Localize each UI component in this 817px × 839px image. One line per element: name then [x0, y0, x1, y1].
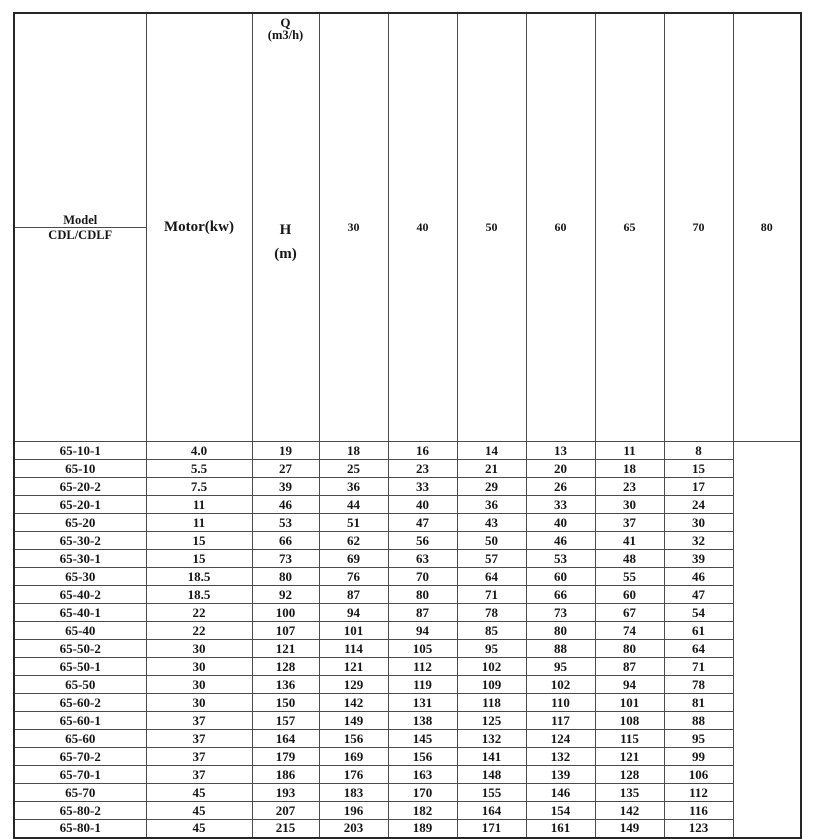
head-value-cell: 23: [388, 460, 457, 478]
model-cell: 65-30-1: [14, 550, 146, 568]
motor-power-cell: 4.0: [146, 442, 252, 460]
model-cell: 65-20-2: [14, 478, 146, 496]
head-value-cell: 56: [388, 532, 457, 550]
head-value-cell: 64: [664, 640, 733, 658]
motor-power-cell: 30: [146, 640, 252, 658]
head-value-cell: 17: [664, 478, 733, 496]
head-value-cell: 19: [252, 442, 319, 460]
head-value-cell: 145: [388, 730, 457, 748]
head-value-cell: 74: [595, 622, 664, 640]
model-cell: 65-20: [14, 514, 146, 532]
head-value-cell: 71: [457, 586, 526, 604]
head-value-cell: 196: [319, 802, 388, 820]
spec-sheet: [13, 12, 802, 839]
motor-power-cell: 45: [146, 802, 252, 820]
motor-power-cell: 15: [146, 532, 252, 550]
head-value-cell: 27: [252, 460, 319, 478]
head-value-cell: 148: [457, 766, 526, 784]
head-value-cell: 16: [388, 442, 457, 460]
head-value-cell: 99: [664, 748, 733, 766]
head-value-cell: 149: [319, 712, 388, 730]
motor-column-header: Motor(kw): [146, 13, 252, 442]
flow-column-header-30: 30: [319, 13, 388, 442]
head-value-cell: 123: [664, 820, 733, 838]
model-cell: 65-60: [14, 730, 146, 748]
motor-power-cell: 37: [146, 730, 252, 748]
head-value-cell: 105: [388, 640, 457, 658]
head-value-cell: 95: [526, 658, 595, 676]
motor-power-cell: 30: [146, 676, 252, 694]
motor-power-cell: 37: [146, 748, 252, 766]
head-value-cell: 46: [252, 496, 319, 514]
motor-power-cell: 18.5: [146, 586, 252, 604]
head-value-cell: 50: [457, 532, 526, 550]
head-value-cell: 156: [319, 730, 388, 748]
head-value-cell: 66: [252, 532, 319, 550]
head-value-cell: 48: [595, 550, 664, 568]
head-value-cell: 64: [457, 568, 526, 586]
head-value-cell: 54: [664, 604, 733, 622]
head-value-cell: 87: [595, 658, 664, 676]
motor-power-cell: 11: [146, 514, 252, 532]
model-cell: 65-20-1: [14, 496, 146, 514]
head-value-cell: 40: [526, 514, 595, 532]
head-value-cell: 150: [252, 694, 319, 712]
head-value-cell: 163: [388, 766, 457, 784]
head-value-cell: 47: [664, 586, 733, 604]
head-value-cell: 46: [526, 532, 595, 550]
head-value-cell: 125: [457, 712, 526, 730]
model-cell: 65-60-1: [14, 712, 146, 730]
head-value-cell: 193: [252, 784, 319, 802]
head-value-cell: 51: [319, 514, 388, 532]
head-value-cell: 132: [526, 748, 595, 766]
head-value-cell: 94: [319, 604, 388, 622]
head-value-cell: 164: [252, 730, 319, 748]
flow-symbol-label: [268, 14, 303, 42]
table-row: [14, 568, 801, 586]
head-value-cell: 63: [388, 550, 457, 568]
model-cell: 65-70-1: [14, 766, 146, 784]
head-value-cell: 110: [526, 694, 595, 712]
head-value-cell: 26: [526, 478, 595, 496]
head-value-cell: 94: [595, 676, 664, 694]
table-row: [14, 586, 801, 604]
motor-power-cell: 30: [146, 694, 252, 712]
head-value-cell: 62: [319, 532, 388, 550]
model-cell: 65-80-2: [14, 802, 146, 820]
head-value-cell: 106: [664, 766, 733, 784]
table-row: [14, 730, 801, 748]
head-value-cell: 129: [319, 676, 388, 694]
head-value-cell: 112: [388, 658, 457, 676]
head-value-cell: 115: [595, 730, 664, 748]
head-value-cell: 37: [595, 514, 664, 532]
table-row: [14, 622, 801, 640]
flow-column-header-60: 60: [526, 13, 595, 442]
head-value-cell: 70: [388, 568, 457, 586]
head-value-cell: 108: [595, 712, 664, 730]
head-value-cell: 95: [664, 730, 733, 748]
head-value-cell: 121: [252, 640, 319, 658]
head-value-cell: 121: [319, 658, 388, 676]
motor-power-cell: 15: [146, 550, 252, 568]
head-value-cell: 33: [388, 478, 457, 496]
head-value-cell: 183: [319, 784, 388, 802]
head-value-cell: 39: [252, 478, 319, 496]
head-value-cell: 66: [526, 586, 595, 604]
head-value-cell: 92: [252, 586, 319, 604]
head-value-cell: 29: [457, 478, 526, 496]
h-symbol: H: [279, 221, 292, 238]
head-symbol-label: [274, 42, 297, 441]
head-value-cell: 146: [526, 784, 595, 802]
table-row: [14, 784, 801, 802]
motor-power-cell: 45: [146, 784, 252, 802]
head-value-cell: 80: [595, 640, 664, 658]
q-symbol: Q: [280, 15, 291, 30]
head-value-cell: 101: [595, 694, 664, 712]
motor-power-cell: 11: [146, 496, 252, 514]
head-value-cell: 124: [526, 730, 595, 748]
table-row: [14, 442, 801, 460]
head-value-cell: 112: [664, 784, 733, 802]
head-value-cell: 87: [319, 586, 388, 604]
table-row: [14, 478, 801, 496]
h-unit: (m): [274, 245, 297, 262]
head-value-cell: 114: [319, 640, 388, 658]
head-value-cell: 169: [319, 748, 388, 766]
flow-column-header-65: 65: [595, 13, 664, 442]
head-value-cell: 78: [457, 604, 526, 622]
model-cell: 65-80-1: [14, 820, 146, 838]
head-value-cell: 100: [252, 604, 319, 622]
head-value-cell: 43: [457, 514, 526, 532]
head-value-cell: 20: [526, 460, 595, 478]
head-value-cell: 25: [319, 460, 388, 478]
head-value-cell: 88: [664, 712, 733, 730]
head-value-cell: 8: [664, 442, 733, 460]
head-value-cell: 36: [319, 478, 388, 496]
motor-power-cell: 37: [146, 712, 252, 730]
head-value-cell: 116: [664, 802, 733, 820]
head-value-cell: 102: [526, 676, 595, 694]
head-value-cell: 107: [252, 622, 319, 640]
head-value-cell: 53: [252, 514, 319, 532]
head-value-cell: 138: [388, 712, 457, 730]
head-value-cell: 30: [595, 496, 664, 514]
head-value-cell: 88: [526, 640, 595, 658]
head-value-cell: 101: [319, 622, 388, 640]
head-value-cell: 142: [319, 694, 388, 712]
head-value-cell: 135: [595, 784, 664, 802]
head-value-cell: 73: [526, 604, 595, 622]
head-value-cell: 55: [595, 568, 664, 586]
table-row: [14, 766, 801, 784]
table-row: [14, 712, 801, 730]
motor-power-cell: 22: [146, 604, 252, 622]
head-value-cell: 69: [319, 550, 388, 568]
head-value-cell: 119: [388, 676, 457, 694]
head-value-cell: 131: [388, 694, 457, 712]
head-value-cell: 18: [319, 442, 388, 460]
head-value-cell: 33: [526, 496, 595, 514]
head-value-cell: 60: [526, 568, 595, 586]
series-header-label: CDL/CDLF: [48, 228, 113, 242]
head-value-cell: 176: [319, 766, 388, 784]
flow-column-header-40: 40: [388, 13, 457, 442]
q-unit: (m3/h): [267, 28, 304, 42]
head-value-cell: 14: [457, 442, 526, 460]
head-value-cell: 170: [388, 784, 457, 802]
head-value-cell: 118: [457, 694, 526, 712]
motor-power-cell: 30: [146, 658, 252, 676]
head-value-cell: 60: [595, 586, 664, 604]
head-value-cell: 30: [664, 514, 733, 532]
table-row: [14, 460, 801, 478]
table-row: [14, 820, 801, 838]
table-row: [14, 532, 801, 550]
table-row: [14, 550, 801, 568]
head-value-cell: 203: [319, 820, 388, 838]
head-value-cell: 85: [457, 622, 526, 640]
head-value-cell: 154: [526, 802, 595, 820]
head-value-cell: 128: [595, 766, 664, 784]
model-header-label: Model: [15, 213, 146, 228]
motor-power-cell: 22: [146, 622, 252, 640]
head-value-cell: 21: [457, 460, 526, 478]
head-value-cell: 179: [252, 748, 319, 766]
head-value-cell: 46: [664, 568, 733, 586]
head-value-cell: 141: [457, 748, 526, 766]
head-value-cell: 76: [319, 568, 388, 586]
head-value-cell: 156: [388, 748, 457, 766]
head-value-cell: 32: [664, 532, 733, 550]
head-value-cell: 164: [457, 802, 526, 820]
head-value-cell: 95: [457, 640, 526, 658]
model-cell: 65-40: [14, 622, 146, 640]
head-value-cell: 39: [664, 550, 733, 568]
head-value-cell: 41: [595, 532, 664, 550]
model-cell: 65-30-2: [14, 532, 146, 550]
head-value-cell: 182: [388, 802, 457, 820]
pump-spec-table: [13, 12, 802, 839]
model-cell: 65-60-2: [14, 694, 146, 712]
head-value-cell: 186: [252, 766, 319, 784]
head-value-cell: 132: [457, 730, 526, 748]
table-row: [14, 676, 801, 694]
head-value-cell: 80: [388, 586, 457, 604]
model-cell: 65-50-1: [14, 658, 146, 676]
table-row: [14, 658, 801, 676]
model-cell: 65-40-2: [14, 586, 146, 604]
motor-power-cell: 7.5: [146, 478, 252, 496]
model-cell: 65-70: [14, 784, 146, 802]
head-value-cell: 80: [526, 622, 595, 640]
head-value-cell: 215: [252, 820, 319, 838]
model-cell: 65-50: [14, 676, 146, 694]
motor-power-cell: 5.5: [146, 460, 252, 478]
head-value-cell: 61: [664, 622, 733, 640]
head-value-cell: 71: [664, 658, 733, 676]
flow-head-column: [252, 13, 319, 442]
table-row: [14, 748, 801, 766]
model-cell: 65-50-2: [14, 640, 146, 658]
head-value-cell: 157: [252, 712, 319, 730]
flow-column-header-70: 70: [664, 13, 733, 442]
table-row: [14, 640, 801, 658]
head-value-cell: 189: [388, 820, 457, 838]
head-value-cell: 78: [664, 676, 733, 694]
head-value-cell: 128: [252, 658, 319, 676]
head-value-cell: 57: [457, 550, 526, 568]
head-value-cell: 23: [595, 478, 664, 496]
head-value-cell: 44: [319, 496, 388, 514]
head-value-cell: 24: [664, 496, 733, 514]
flow-head-column-inner: [253, 14, 319, 441]
head-value-cell: 73: [252, 550, 319, 568]
head-value-cell: 136: [252, 676, 319, 694]
model-cell: 65-70-2: [14, 748, 146, 766]
head-value-cell: 161: [526, 820, 595, 838]
head-value-cell: 18: [595, 460, 664, 478]
head-value-cell: 67: [595, 604, 664, 622]
head-value-cell: 15: [664, 460, 733, 478]
head-value-cell: 142: [595, 802, 664, 820]
head-value-cell: 94: [388, 622, 457, 640]
model-cell: 65-10: [14, 460, 146, 478]
head-value-cell: 139: [526, 766, 595, 784]
head-value-cell: 102: [457, 658, 526, 676]
head-value-cell: 109: [457, 676, 526, 694]
model-cell: 65-30: [14, 568, 146, 586]
head-value-cell: 80: [252, 568, 319, 586]
table-row: [14, 496, 801, 514]
head-value-cell: 117: [526, 712, 595, 730]
motor-power-cell: 18.5: [146, 568, 252, 586]
model-cell: 65-40-1: [14, 604, 146, 622]
head-value-cell: 171: [457, 820, 526, 838]
head-value-cell: 11: [595, 442, 664, 460]
model-column-header: [14, 13, 146, 442]
table-row: [14, 604, 801, 622]
head-value-cell: 53: [526, 550, 595, 568]
table-row: [14, 802, 801, 820]
head-value-cell: 87: [388, 604, 457, 622]
table-row: [14, 694, 801, 712]
head-value-cell: 13: [526, 442, 595, 460]
head-value-cell: 155: [457, 784, 526, 802]
motor-power-cell: 37: [146, 766, 252, 784]
model-cell: 65-10-1: [14, 442, 146, 460]
flow-column-header-80: 80: [733, 13, 801, 442]
head-value-cell: 121: [595, 748, 664, 766]
head-value-cell: 81: [664, 694, 733, 712]
flow-column-header-50: 50: [457, 13, 526, 442]
header-row: [14, 13, 801, 442]
head-value-cell: 207: [252, 802, 319, 820]
head-value-cell: 47: [388, 514, 457, 532]
table-row: [14, 514, 801, 532]
head-value-cell: 40: [388, 496, 457, 514]
head-value-cell: 36: [457, 496, 526, 514]
motor-power-cell: 45: [146, 820, 252, 838]
head-value-cell: 149: [595, 820, 664, 838]
